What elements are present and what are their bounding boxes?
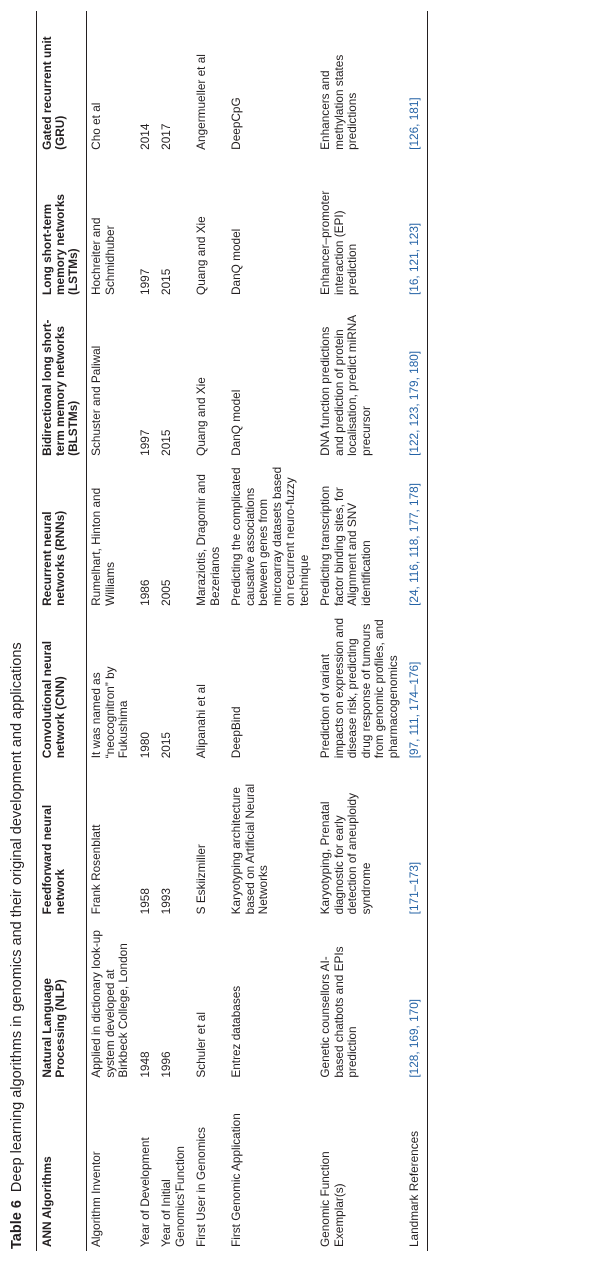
header-gru: Gated recurrent unit (GRU) [37,11,87,154]
row-label: Landmark References [405,1082,427,1251]
row-label: First User in Genomics [194,1127,208,1247]
table-caption [8,10,26,1249]
row-label: First Genomic Application [229,1113,243,1247]
table-row [192,11,227,1251]
table-cell: Hochreiter and Schmidhuber [89,217,117,295]
table-cell: 2015 [159,732,173,759]
reference-link[interactable]: [24, 116, 118, 177, 178] [405,460,427,610]
table-cell: 2014 [137,123,152,150]
table-cell: Enhancer–promoter interaction (EPI) prediction [318,190,359,295]
header-row [37,11,87,1251]
table-cell: Quang and Xie [194,216,208,295]
table-cell: 1980 [137,732,152,759]
table-cell: Cho et al [89,102,103,150]
table-row [136,11,158,1251]
table-cell: Karyotyping architecture based on Artificial Neural Networks [229,783,270,915]
table-row [227,11,316,1251]
table-cell: Alipanahi et al [194,684,208,759]
reference-link[interactable]: [126, 181] [405,11,427,154]
table-cell: Schuler et al [194,1012,208,1078]
table-cell: Quang and Xie [194,377,208,456]
table-cell: Prediction of variant impacts on expression and disease risk, predicting drug response of tumours from genomic profiles, and pharmacogenomics [318,617,400,759]
table-cell: 1997 [137,429,152,456]
table-cell: 1948 [137,1051,152,1078]
table-cell: 2015 [159,268,173,295]
table-cell: DanQ model [229,228,243,295]
table-cell: 2015 [159,429,173,456]
table-row [316,11,405,1251]
table-cell: Rumelhart, Hinton and Williams [89,487,117,606]
reference-link[interactable]: [128, 169, 170] [405,918,427,1081]
table-cell: DNA function predictions and prediction of protein localisation, predict miRNA precursor [318,315,373,456]
row-label: Year of Initial Genomics’Function [159,1146,187,1247]
algorithms-table [36,11,428,1251]
table-cell: 1986 [137,579,152,606]
header-nlp: Natural Language Processing (NLP) [37,918,87,1081]
table-cell: Genetic counsellors AI-based chatbots and EPIs prediction [318,946,359,1078]
table-cell: DeepCpG [229,97,243,150]
row-label: Algorithm Inventor [89,1151,103,1247]
table-cell: Predicting transcription factor binding sites, for Alignment and SNV identification [318,485,373,606]
table-cell: S Eskiizmiller [194,844,208,915]
header-cnn: Convolutional neural network (CNN) [37,610,87,762]
table-cell: Karyotyping, Prenatal diagnostic for early detection of aneuploidy syndrome [318,792,373,915]
header-rnn: Recurrent neural networks (RNNs) [37,460,87,610]
header-blstm: Bidirectional long short-term memory networks (BLSTMs) [37,299,87,460]
table-cell: Schuster and Paliwal [89,345,103,456]
table-cell: It was named as “neocognitron” by Fukushima [89,666,130,759]
table-cell: Predicting the complicated causative associations between genes from microarray datasets based on recurrent neuro-fuzzy technique [229,466,311,606]
table-cell: 2017 [159,123,173,150]
table-cell: Applied in dictionary look-up system developed at Birkbeck College, London [89,930,130,1078]
table-cell: 2005 [159,579,173,606]
table-label: Table 6 [9,1200,25,1249]
table-row [405,11,427,1251]
table-cell: DanQ model [229,389,243,456]
table-cell: Angermueller et al [194,54,208,150]
table-cell: Frank Rosenblatt [89,824,103,915]
row-label: Genomic Function Exemplar(s) [318,1151,346,1247]
table-cell: 1958 [137,888,152,915]
header-ann-algorithms: ANN Algorithms [37,1082,87,1251]
table-row [157,11,192,1251]
reference-link[interactable]: [122, 123, 179, 180] [405,299,427,460]
table-cell: Enhancers and methylation states predictions [318,54,359,150]
table-row [87,11,136,1251]
table-cell: 1997 [137,268,152,295]
reference-link[interactable]: [171–173] [405,762,427,918]
header-lstm: Long short-term memory networks (LSTMs) [37,154,87,299]
table-cell: Maraziotis, Dragomir and Bezerianos [194,474,222,606]
table-cell: 1993 [159,888,173,915]
table-cell: 1996 [159,1051,173,1078]
table-cell: Entrez databases [229,985,243,1078]
row-label: Year of Development [137,1137,152,1247]
reference-link[interactable]: [97, 111, 174–176] [405,610,427,762]
header-feedforward: Feedforward neural network [37,762,87,918]
reference-link[interactable]: [16, 121, 123] [405,154,427,299]
table-title: Deep learning algorithms in genomics and their original development and applications [9,642,25,1193]
table-cell: DeepBind [229,706,243,759]
